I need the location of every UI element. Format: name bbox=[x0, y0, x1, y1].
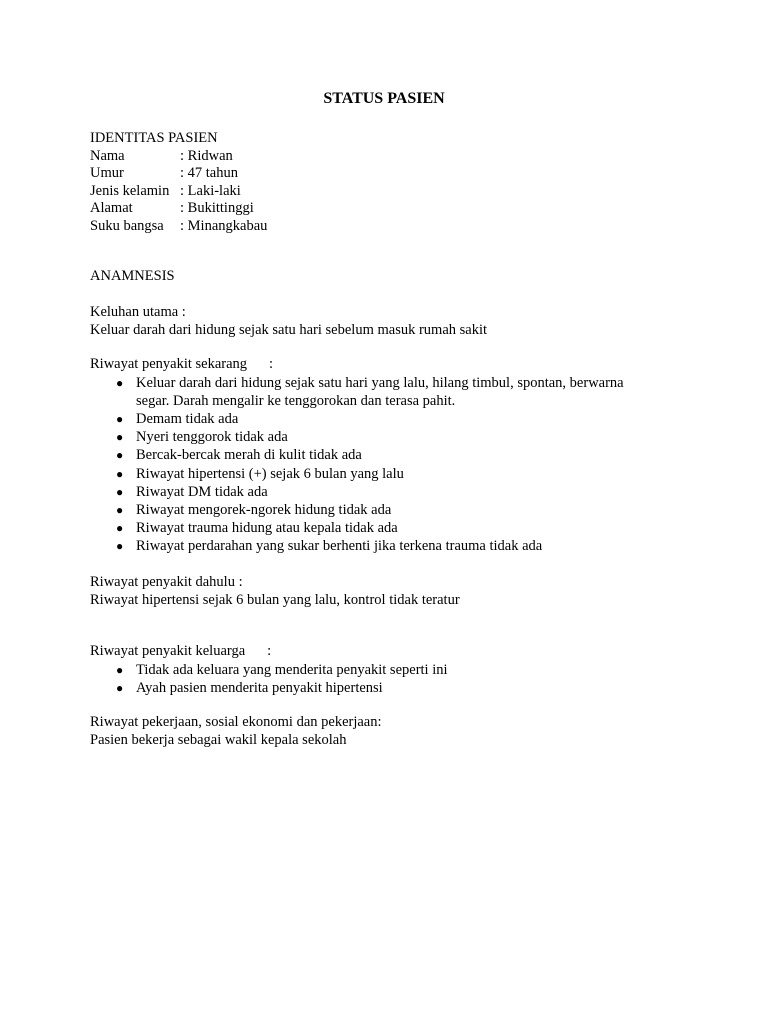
rpk-heading bbox=[90, 643, 690, 661]
list-item: ● Keluar darah dari hidung sejak satu hari yang lalu, hilang timbul, spontan, berwarna segar. Darah mengalir ke tenggorokan dan terasa pahit. bbox=[116, 374, 624, 409]
pekerjaan-section bbox=[90, 714, 690, 749]
list-item: ● Ayah pasien menderita penyakit hipertensi bbox=[116, 679, 383, 696]
list-item: ● Tidak ada keluara yang menderita penyakit seperti ini bbox=[116, 661, 448, 678]
bullet-icon: ● bbox=[116, 539, 124, 554]
bullet-icon: ● bbox=[116, 662, 124, 677]
field-label: Jenis kelamin bbox=[90, 182, 170, 199]
identitas-row-suku-bangsa bbox=[90, 218, 690, 236]
rpd-text: Riwayat hipertensi sejak 6 bulan yang lalu, kontrol tidak teratur bbox=[90, 591, 460, 608]
bullet-icon: ● bbox=[116, 521, 124, 536]
rps-section bbox=[90, 356, 690, 556]
rpd-section bbox=[90, 574, 690, 609]
identitas-row-nama bbox=[90, 148, 690, 166]
list-item: ● Riwayat mengorek-ngorek hidung tidak ada bbox=[116, 501, 392, 518]
bullet-icon: ● bbox=[116, 484, 124, 499]
list-item: ● Nyeri tenggorok tidak ada bbox=[116, 429, 288, 446]
list-item: ● Riwayat hipertensi (+) sejak 6 bulan yang lalu bbox=[116, 465, 404, 482]
identitas-row-umur bbox=[90, 165, 690, 183]
field-label: Umur bbox=[90, 165, 124, 181]
rps-list bbox=[90, 374, 690, 556]
bullet-icon: ● bbox=[116, 680, 124, 695]
bullet-icon: ● bbox=[116, 375, 124, 390]
document-title: STATUS PASIEN bbox=[323, 90, 445, 107]
field-value: : Minangkabau bbox=[180, 217, 268, 234]
identitas-section bbox=[90, 130, 690, 235]
field-label: Nama bbox=[90, 147, 125, 164]
keluhan-label: Keluhan utama : bbox=[90, 304, 186, 320]
field-value: : Bukittinggi bbox=[180, 200, 254, 216]
bullet-icon: ● bbox=[116, 502, 124, 517]
identitas-row-alamat bbox=[90, 200, 690, 218]
rpk-list bbox=[90, 661, 690, 697]
list-item: ● Riwayat DM tidak ada bbox=[116, 483, 268, 500]
rps-label: Riwayat penyakit sekarang bbox=[90, 356, 248, 372]
anamnesis-heading: ANAMNESIS bbox=[90, 268, 175, 284]
keluhan-text: Keluar darah dari hidung sejak satu hari sebelum masuk rumah sakit bbox=[90, 321, 488, 338]
field-label: Alamat bbox=[90, 200, 133, 216]
rpk-section bbox=[90, 643, 690, 697]
rpk-colon: : bbox=[267, 643, 272, 659]
rpd-label: Riwayat penyakit dahulu : bbox=[90, 574, 243, 590]
list-item: ● Riwayat trauma hidung atau kepala tidak ada bbox=[116, 520, 398, 537]
rps-colon: : bbox=[269, 356, 274, 372]
pekerjaan-text: Pasien bekerja sebagai wakil kepala sekolah bbox=[90, 731, 347, 748]
bullet-icon: ● bbox=[116, 411, 124, 426]
rpk-label: Riwayat penyakit keluarga bbox=[90, 643, 246, 659]
list-item: ● Riwayat perdarahan yang sukar berhenti jika terkena trauma tidak ada bbox=[116, 538, 543, 555]
list-item: ● Bercak-bercak merah di kulit tidak ada bbox=[116, 447, 362, 464]
identitas-row-jenis-kelamin bbox=[90, 183, 690, 201]
field-value: : Laki-laki bbox=[180, 182, 241, 199]
rps-heading bbox=[90, 356, 690, 374]
identitas-heading: IDENTITAS PASIEN bbox=[90, 130, 218, 146]
keluhan-section bbox=[90, 304, 690, 339]
bullet-icon: ● bbox=[116, 430, 124, 445]
field-label: Suku bangsa bbox=[90, 217, 164, 234]
bullet-icon: ● bbox=[116, 448, 124, 463]
pekerjaan-label: Riwayat pekerjaan, sosial ekonomi dan pekerjaan: bbox=[90, 714, 382, 730]
bullet-icon: ● bbox=[116, 466, 124, 481]
field-value: : Ridwan bbox=[180, 147, 233, 164]
field-value: : 47 tahun bbox=[180, 165, 238, 181]
list-item: ● Demam tidak ada bbox=[116, 410, 239, 427]
